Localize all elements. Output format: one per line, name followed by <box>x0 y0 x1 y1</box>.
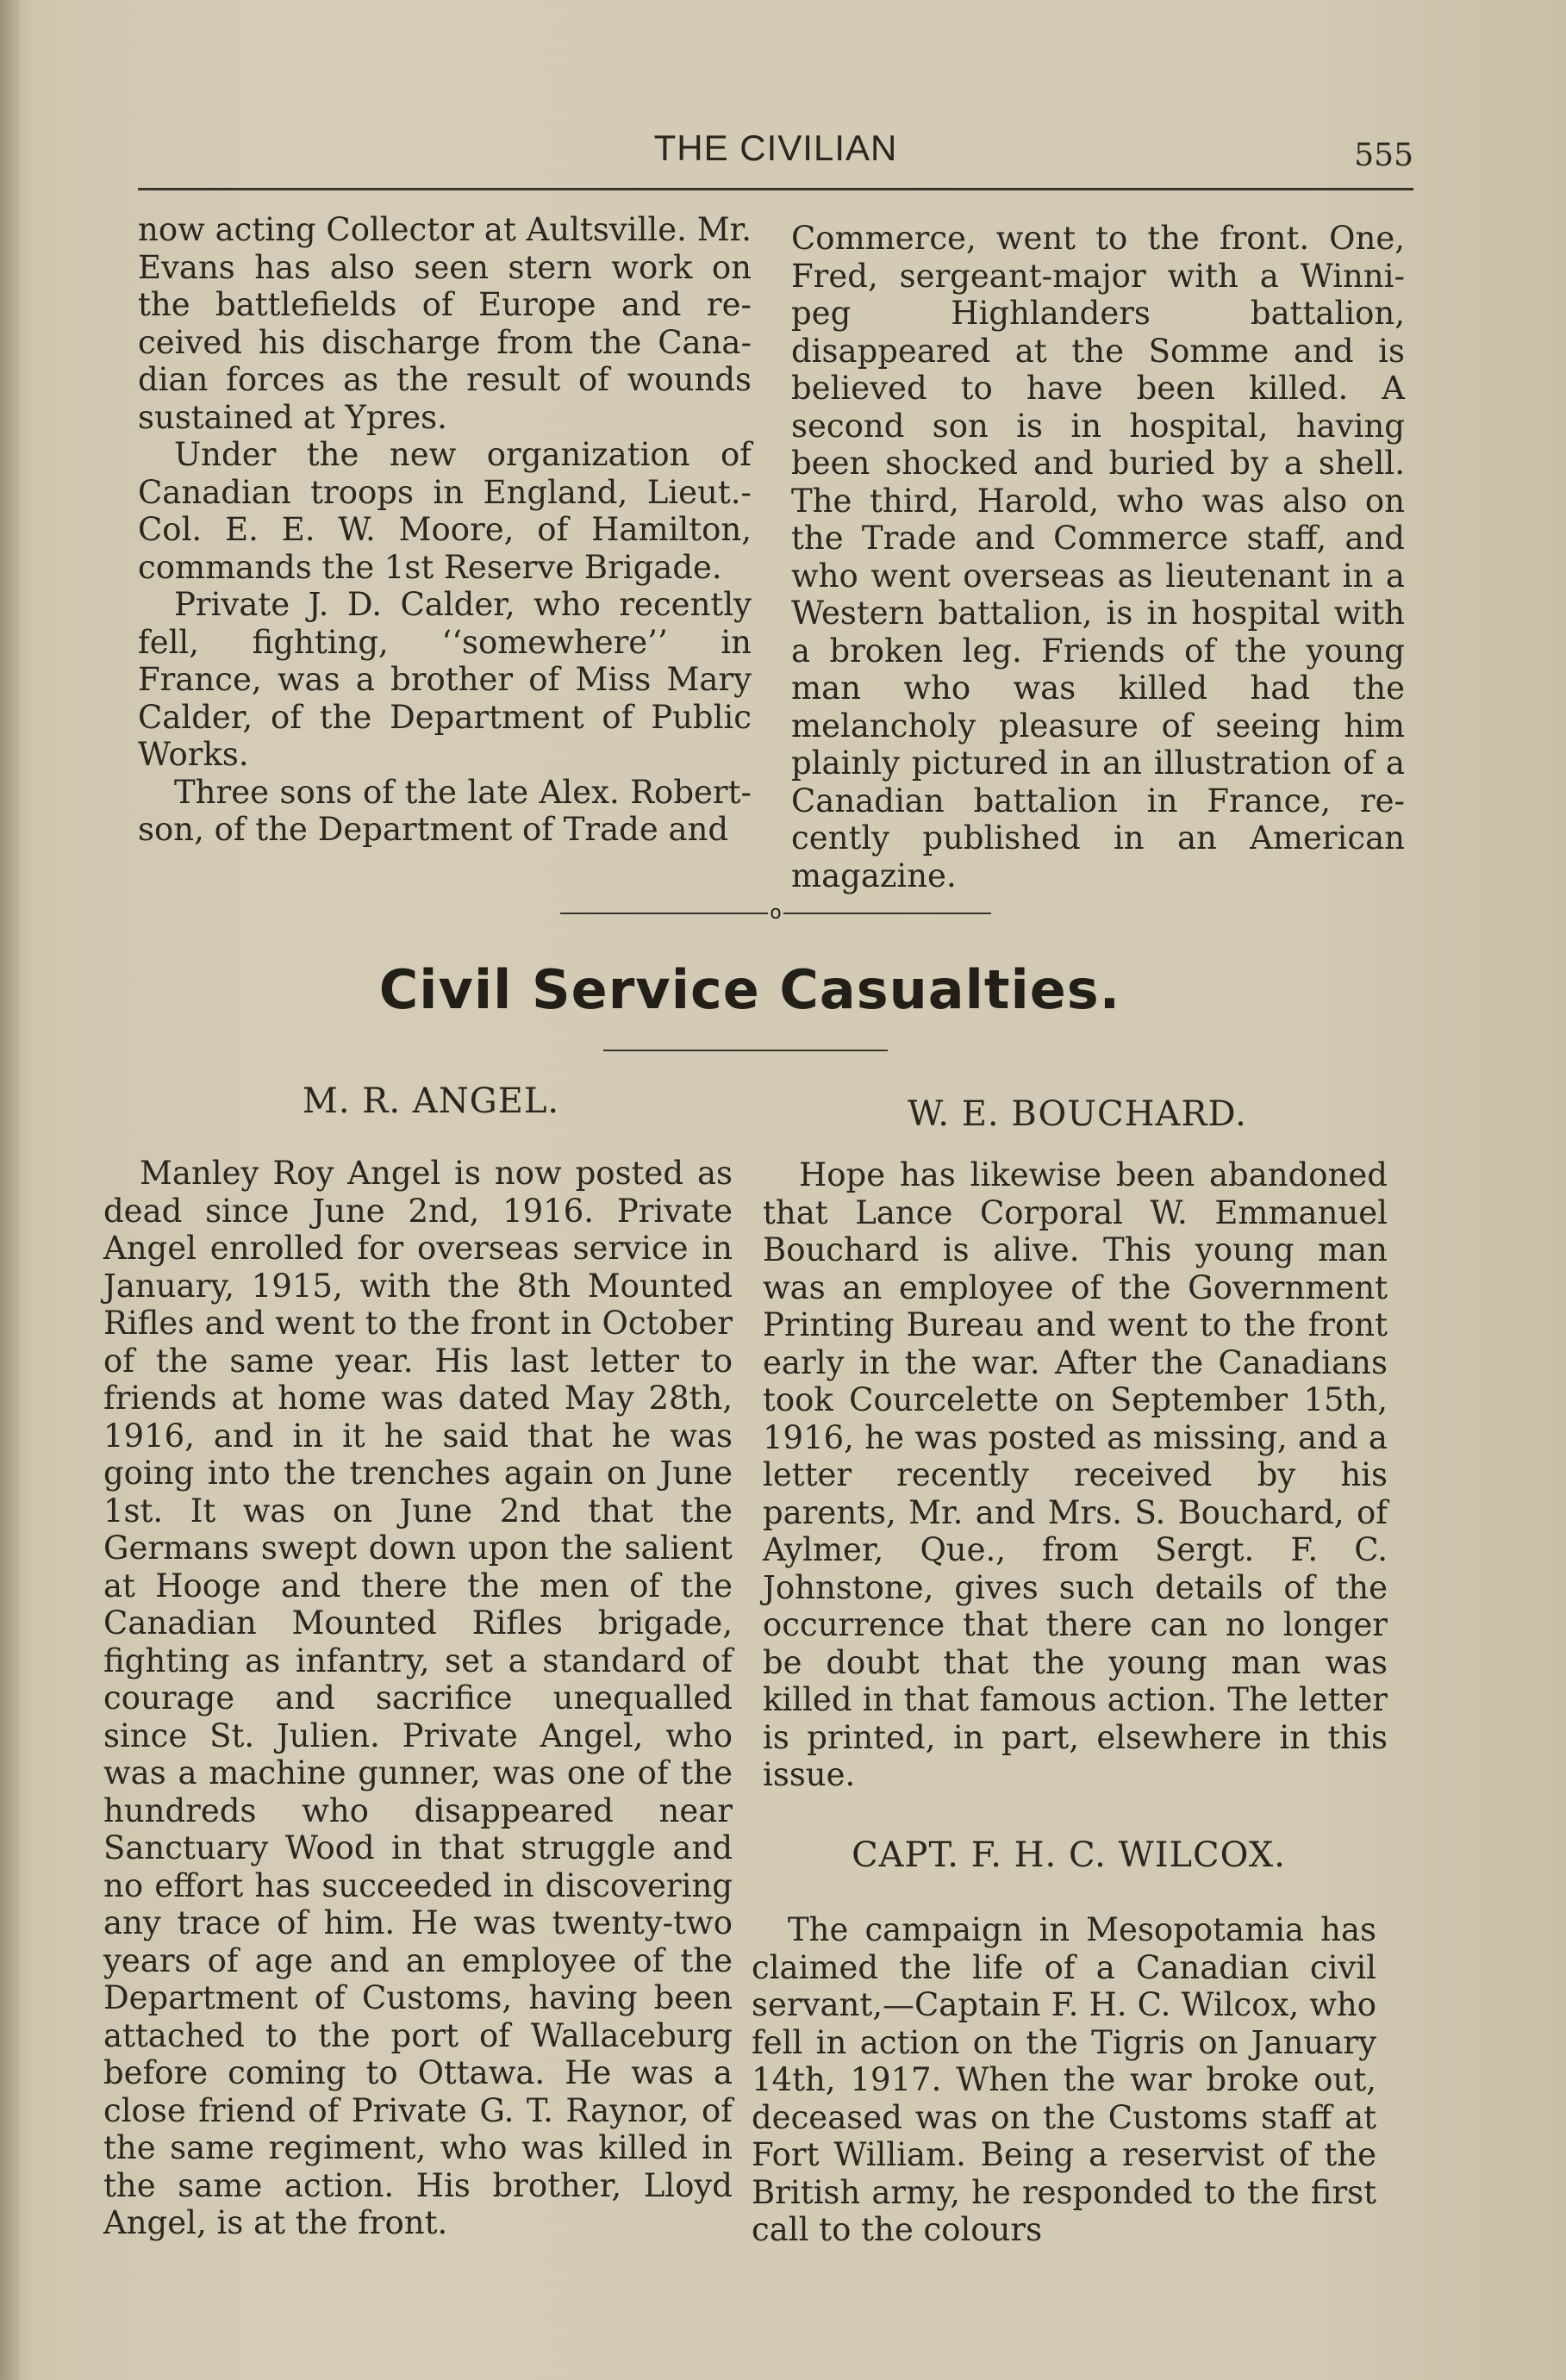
paragraph: now acting Collector at Aultsville. Mr. Evans has also seen stern work on the battlefields of Europe and received his discharge from the Canadian forces as the result of wounds sustained at Ypres. <box>138 211 752 436</box>
page-number: 555 <box>1354 138 1413 173</box>
article-body-bouchard <box>763 1156 1388 1794</box>
article-heading-wilcox: CAPT. F. H. C. WILCOX. <box>852 1835 1286 1875</box>
article-heading-bouchard: W. E. BOUCHARD. <box>908 1094 1247 1134</box>
divider-line-left <box>560 913 768 914</box>
divider-line-right <box>783 913 991 914</box>
paragraph: The campaign in Mesopotamia has claimed the life of a Canadian civil servant,—Captain F. H. C. Wilcox, who fell in action on the Tigris on January 14th, 1917. When the war broke out, deceased was on the Customs staff at Fort William. Being a reservist of the British army, he responded to the first call to the colours <box>752 1911 1376 2248</box>
top-right-column <box>791 220 1405 894</box>
section-divider <box>560 900 991 926</box>
page-header <box>138 128 1413 179</box>
article-body-wilcox <box>752 1911 1376 2249</box>
divider-ornament: o <box>770 902 782 924</box>
paragraph: Under the new organization of Canadian troops in England, Lieut.-Col. E. E. W. Moore, of Hamilton, commands the 1st Reserve Brigade. <box>138 436 752 586</box>
article-heading-angel: M. R. ANGEL. <box>302 1081 560 1121</box>
paragraph: Hope has likewise been abandoned that Lance Corporal W. Emmanuel Bouchard is alive. This young man was an employee of the Government Printing Bureau and went to the front early in the war. After the Canadians took Courcelette on September 15th, 1916, he was posted as missing, and a letter recently received by his parents, Mr. and Mrs. S. Bouchard, of Aylmer, Que., from Sergt. F. C. Johnstone, gives such details of the occurrence that there can no longer be doubt that the young man was killed in that famous action. The letter is printed, in part, elsewhere in this issue. <box>763 1156 1388 1793</box>
article-body-angel <box>103 1155 733 2242</box>
paragraph: Three sons of the late Alex. Robertson, of the Department of Trade and <box>138 773 752 848</box>
paragraph: Commerce, went to the front. One, Fred, sergeant-major with a Winnipeg Highlanders battalion, disappeared at the Somme and is believed to have been killed. A second son is in hospital, having been shocked and buried by a shell. The third, Harold, who was also on the Trade and Commerce staff, and who went overseas as lieutenant in a Western battalion, is in hospital with a broken leg. Friends of the young man who was killed had the melancholy pleasure of seeing him plainly pictured in an illustration of a Canadian battalion in France, recently published in an American magazine. <box>791 220 1405 894</box>
title-rule <box>603 1050 888 1051</box>
top-left-column <box>138 211 752 849</box>
paragraph: Manley Roy Angel is now posted as dead since June 2nd, 1916. Private Angel enrolled for overseas service in January, 1915, with the 8th Mounted Rifles and went to the front in October of the same year. His last letter to friends at home was dated May 28th, 1916, and in it he said that he was going into the trenches again on June 1st. It was on June 2nd that the Germans swept down upon the salient at Hooge and there the men of the Canadian Mounted Rifles brigade, fighting as infantry, set a standard of courage and sacrifice unequalled since St. Julien. Private Angel, who was a machine gunner, was one of the hundreds who disappeared near Sanctuary Wood in that struggle and no effort has succeeded in discovering any trace of him. He was twenty-two years of age and an employee of the Department of Customs, having been attached to the port of Wallaceburg before coming to Ottawa. He was a close friend of Private G. T. Raynor, of the same regiment, who was killed in the same action. His brother, Lloyd Angel, is at the front. <box>103 1155 733 2241</box>
page-binding-edge <box>0 0 19 2380</box>
running-head: THE CIVILIAN <box>653 128 898 168</box>
section-title: Civil Service Casualties. <box>378 958 1121 1021</box>
paragraph: Private J. D. Calder, who recently fell, fighting, ‘‘somewhere’’ in France, was a brother of Miss Mary Calder, of the Department of Public Works. <box>138 586 752 773</box>
header-rule <box>138 188 1413 190</box>
